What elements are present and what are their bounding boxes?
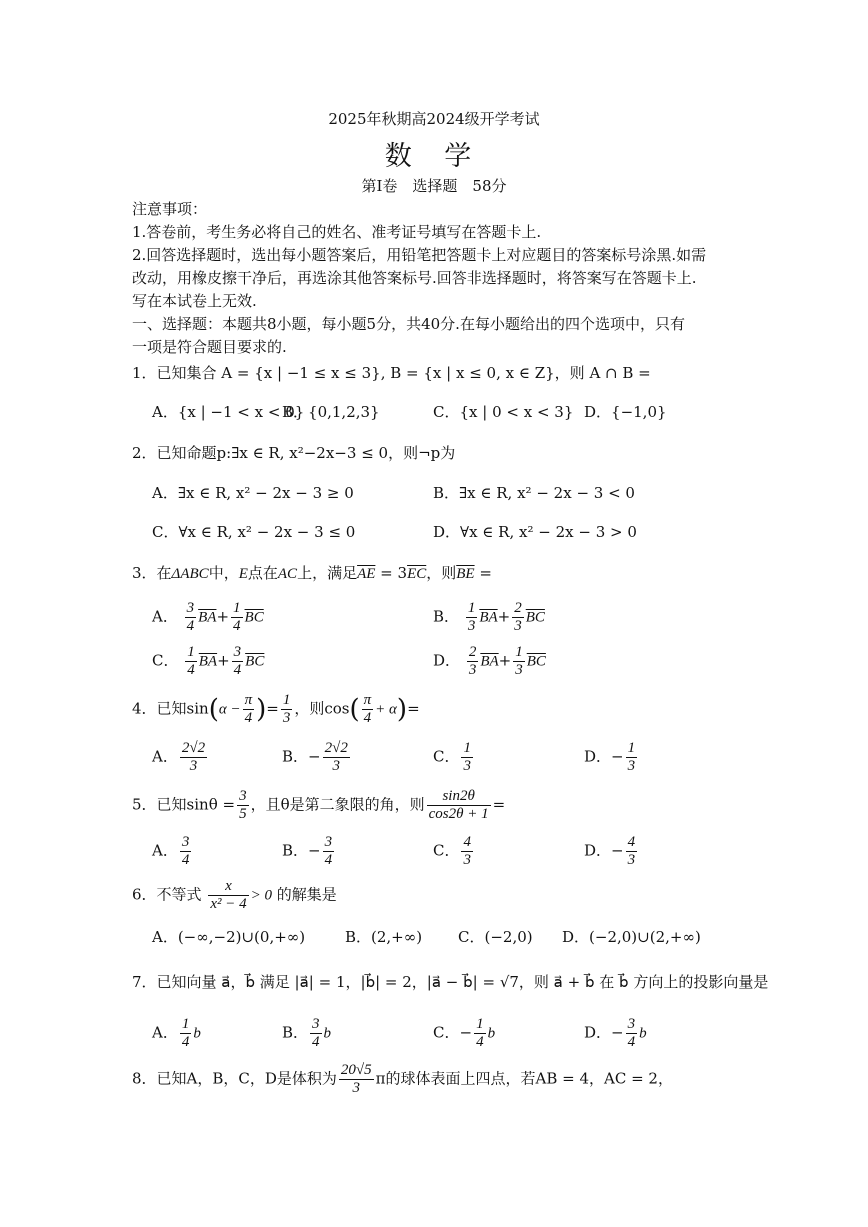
note-2a: 2.回答选择题时，选出每小题答案后，用铅笔把答题卡上对应题目的答案标号涂黑.如需 (132, 246, 707, 264)
q2-option-c: C．∀x ∈ R, x² − 2x − 3 ≤ 0 (152, 523, 356, 541)
q3-option-b: B． $\frac{1}{3}$ $\overline{BA}+$ $\frac{2}{3}$ $\overline{BC}$ (433, 600, 545, 634)
q6-option-b: B．(2,+∞) (345, 928, 423, 946)
q3-stem: 3．在ΔABC中，E点在AC上，满足$\overline{AE} = 3\overline{EC}$，则$\overline{BE}$ = (132, 564, 492, 582)
q1-option-d: D．{−1,0} (584, 403, 667, 421)
q7-stem: 7．已知向量 a⃗，b⃗ 满足 |a⃗| = 1，|b⃗| = 2，|a⃗ − b⃗| = √7，则 a⃗ + b⃗ 在 b⃗ 方向上的投影向量是 (132, 973, 769, 991)
q5-option-d: D．− $\frac{4}{3}$ (584, 834, 636, 868)
note-2c: 写在本试卷上无效. (132, 292, 257, 310)
q7-option-d: D．− $\frac{3}{4}$ b⃗ (584, 1016, 659, 1050)
q7-option-b: B． $\frac{3}{4}$ b⃗ (282, 1016, 343, 1050)
q5-option-a: A． $\frac{3}{4}$ (152, 834, 190, 868)
q1-stem: 1．已知集合 A = {x | −1 ≤ x ≤ 3}, B = {x | x ≤ 0, x ∈ Z}，则 A ∩ B = (132, 364, 651, 382)
q1-option-b: B．{0,1,2,3} (282, 403, 380, 421)
q7-option-c: C．− $\frac{1}{4}$ b⃗ (433, 1016, 507, 1050)
part1-line2: 一项是符合题目要求的. (132, 338, 287, 356)
part1-line1: 一、选择题：本题共8小题，每小题5分，共40分.在每小题给出的四个选项中，只有 (132, 315, 685, 333)
q5-option-b: B．− $\frac{3}{4}$ (282, 834, 333, 868)
q5-option-c: C． $\frac{4}{3}$ (433, 834, 471, 868)
q1-option-c: C．{x | 0 < x < 3} (433, 403, 574, 421)
q8-stem: 8．已知A，B，C，D是体积为 $\frac{20√5}{3}$ π的球体表面上四点，若AB = 4，AC = 2， (132, 1062, 673, 1096)
q4-option-d: D．− $\frac{1}{3}$ (584, 740, 636, 774)
q4-option-a: A． $\frac{2√2}{3}$ (152, 740, 206, 774)
note-2b: 改动，用橡皮擦干净后，再选涂其他答案标号.回答非选择题时，将答案写在答题卡上. (132, 269, 697, 287)
q7-option-a: A． $\frac{1}{4}$ b⃗ (152, 1016, 213, 1050)
q5-stem: 5．已知sinθ = $\frac{3}{5}$ ，且θ是第二象限的角，则 $\frac{\sin 2\theta}{\cos 2\theta + 1}$ = (132, 788, 506, 822)
q4-option-c: C． $\frac{1}{3}$ (433, 740, 471, 774)
note-1: 1.答卷前，考生务必将自己的姓名、准考证号填写在答题卡上. (132, 223, 542, 241)
q4-option-b: B．− $\frac{2√2}{3}$ (282, 740, 348, 774)
q6-stem: 6．不等式 $\frac{x}{\text{x² − 4}}$ > 0 的解集是 (132, 878, 337, 912)
q2-option-b: B．∃x ∈ R, x² − 2x − 3 < 0 (433, 484, 635, 502)
subject-heading: 数 学 (384, 141, 484, 172)
q3-option-d: D． $\frac{2}{3}$ $\overline{BA}+$ $\frac{1}{3}$ $\overline{BC}$ (433, 644, 546, 678)
q3-option-a: A． $\frac{3}{4}$ $\overline{BA}+$ $\frac{1}{4}$ $\overline{BC}$ (152, 600, 264, 634)
q6-option-a: A．(−∞,−2)∪(0,+∞) (152, 928, 306, 946)
q6-option-c: C．(−2,0) (458, 928, 533, 946)
section-heading: 第I卷 选择题 58分 (361, 177, 507, 195)
q2-option-a: A．∃x ∈ R, x² − 2x − 3 ≥ 0 (152, 484, 354, 502)
q6-option-d: D．(−2,0)∪(2,+∞) (562, 928, 701, 946)
exam-title: 2025年秋期高2024级开学考试 (328, 110, 540, 128)
q3-option-c: C． $\frac{1}{4}$ $\overline{BA}+$ $\frac{3}{4}$ $\overline{BC}$ (152, 644, 265, 678)
q2-option-d: D．∀x ∈ R, x² − 2x − 3 > 0 (433, 523, 637, 541)
q4-stem: 4．已知sin(α − $\frac{\pi}{4}$ )= $\frac{1}{3}$ ，则cos( $\frac{\pi}{4}$ + α)= (132, 692, 420, 726)
q2-stem: 2．已知命题p:∃x ∈ R, x²−2x−3 ≤ 0，则¬p为 (132, 444, 456, 462)
notes-heading: 注意事项： (132, 200, 208, 218)
q1-option-a: A．{x | −1 < x < 0} (152, 403, 305, 421)
